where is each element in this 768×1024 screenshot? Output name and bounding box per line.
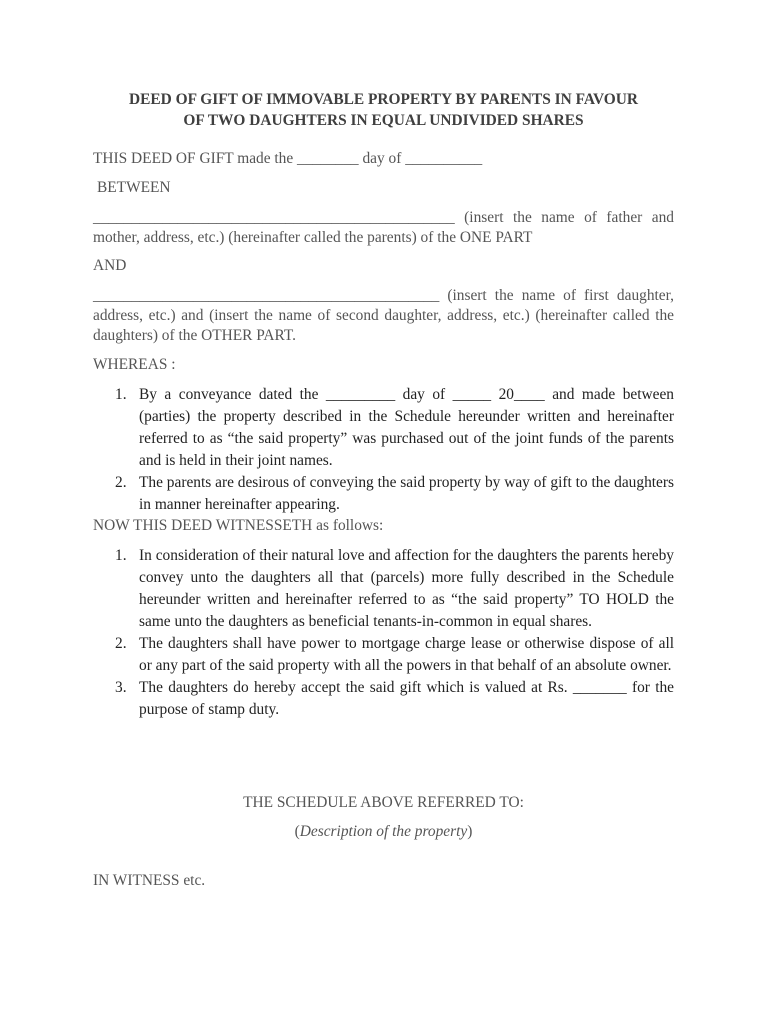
and-label: AND <box>93 257 127 274</box>
schedule-description <box>93 822 674 842</box>
paren-close: ) <box>467 823 473 840</box>
recitals-list <box>93 384 674 516</box>
list-text: The parents are desirous of conveying the said property by way of gift to the daughters in manner hereinafter appearing. <box>139 474 674 513</box>
clauses-list <box>93 545 674 721</box>
witnesseth-label: NOW THIS DEED WITNESSETH as follows: <box>93 517 384 534</box>
list-text: In consideration of their natural love and affection for the daughters the parents hereby convey unto the daughters all that (parcels) more fully described in the Schedule hereunder written and hereinafter referred to as “the said property” TO HOLD the same unto the daughters as beneficial tenants-in-common in equal shares. <box>139 547 674 630</box>
list-item <box>93 633 674 677</box>
list-number: 2. <box>115 474 127 491</box>
between-label: BETWEEN <box>97 179 171 196</box>
deed-intro: THIS DEED OF GIFT made the ________ day of __________ <box>93 150 483 167</box>
list-text: By a conveyance dated the _________ day of _____ 20____ and made between (parties) the property described in the Schedule hereunder written and hereinafter referred to as “the said property” was purchased out of the joint funds of the parents and is held in their joint names. <box>139 386 674 469</box>
document-title <box>93 89 674 131</box>
schedule-description-text: Description of the property <box>299 823 468 840</box>
in-witness-label: IN WITNESS etc. <box>93 872 206 889</box>
list-item <box>93 472 674 516</box>
title-line-1: DEED OF GIFT OF IMMOVABLE PROPERTY BY PARENTS IN FAVOUR <box>129 91 638 108</box>
second-party-paragraph: _____________________________________________ (insert the name of first daughter, address, etc.) and (insert the name of second daughter, address, etc.) (hereinafter called the daughters) of the OTHER PART. <box>93 287 674 344</box>
whereas-label: WHEREAS : <box>93 356 176 373</box>
list-number: 2. <box>115 635 127 652</box>
list-text: The daughters shall have power to mortgage charge lease or otherwise dispose of all or any part of the said property with all the powers in that behalf of an absolute owner. <box>139 635 674 674</box>
paren-open: ( <box>294 823 300 840</box>
list-item <box>93 384 674 472</box>
first-party-paragraph: _______________________________________________ (insert the name of father and mother, address, etc.) (hereinafter called the parents) of the ONE PART <box>93 209 674 246</box>
list-number: 3. <box>115 679 127 696</box>
schedule-heading: THE SCHEDULE ABOVE REFERRED TO: <box>243 794 524 811</box>
list-item <box>93 545 674 633</box>
list-number: 1. <box>115 547 127 564</box>
list-item <box>93 677 674 721</box>
list-number: 1. <box>115 386 127 403</box>
list-text: The daughters do hereby accept the said gift which is valued at Rs. _______ for the purpose of stamp duty. <box>139 679 674 718</box>
title-line-2: OF TWO DAUGHTERS IN EQUAL UNDIVIDED SHARES <box>183 112 584 129</box>
